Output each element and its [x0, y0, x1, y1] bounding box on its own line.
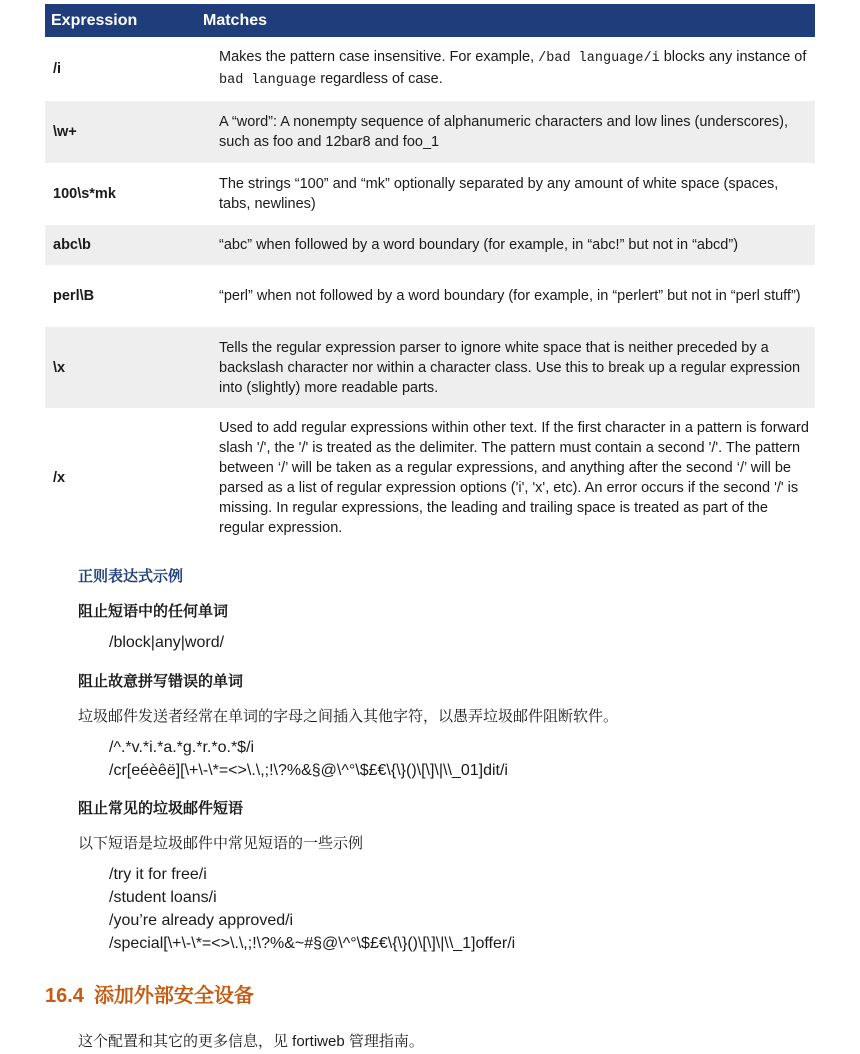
matches-cell: “abc” when followed by a word boundary (for example, in “abc!” but not in “abcd”) — [197, 225, 815, 265]
matches-cell — [197, 37, 815, 101]
desc-code: bad language — [219, 73, 317, 88]
desc-code: /bad language/i — [538, 51, 660, 66]
code-line: /try it for free/i — [109, 866, 207, 883]
regex-reference-table — [45, 4, 815, 548]
table-row — [45, 225, 815, 265]
misspelled-description: 垃圾邮件发送者经常在单词的字母之间插入其他字符，以愚弄垃圾邮件阻断软件。 — [78, 708, 619, 725]
examples-heading: 正则表达式示例 — [78, 568, 184, 585]
expression-cell: \x — [45, 327, 197, 408]
matches-cell: “perl” when not followed by a word boundary (for example, in “perlert” but not in “perl stuff”) — [197, 265, 815, 327]
table-row — [45, 408, 815, 548]
section-text: 这个配置和其它的更多信息，见 fortiweb 管理指南。 — [78, 1033, 424, 1050]
section-title: 添加外部安全设备 — [93, 985, 254, 1007]
table-row — [45, 101, 815, 163]
header-matches: Matches — [197, 4, 815, 37]
spam-phrases-description: 以下短语是垃圾邮件中常见短语的一些示例 — [78, 835, 364, 852]
section-number: 16.4 — [45, 985, 84, 1007]
expression-cell: \w+ — [45, 101, 197, 163]
table-row — [45, 37, 815, 101]
header-expression: Expression — [45, 4, 197, 37]
expression-cell: perl\B — [45, 265, 197, 327]
table-row — [45, 163, 815, 225]
code-line: /cr[eéèêë][\+\-\*=<>\.\,;!\?%&§@\^°\$£€\{\}()\[\]\|\\_01]dit/i — [109, 762, 508, 779]
table-row — [45, 327, 815, 408]
matches-cell: Tells the regular expression parser to ignore white space that is neither preceded by a backslash character nor within a character class. Use this to break up a regular expression into (slightly) more readable parts. — [197, 327, 815, 408]
code-line: /you’re already approved/i — [109, 912, 294, 929]
matches-cell: A “word”: A nonempty sequence of alphanumeric characters and low lines (underscores), such as foo and 12bar8 and foo_1 — [197, 101, 815, 163]
code-line: /special[\+\-\*=<>\.\,;!\?%&~#§@\^°\$£€\{\}()\[\]\|\\_1]offer/i — [109, 935, 516, 952]
expression-cell: /x — [45, 408, 197, 548]
code-line: /student loans/i — [109, 889, 217, 906]
code-line: /^.*v.*i.*a.*g.*r.*o.*$/i — [109, 739, 255, 756]
desc-text: Makes the pattern case insensitive. For example, — [219, 49, 539, 65]
matches-cell: Used to add regular expressions within other text. If the first character in a pattern is forward slash '/', the '/' is treated as the delimiter. The pattern must contain a second '/'. The pattern between ‘/’ will be taken as a regular expressions, and anything after the second ‘/’ will be parsed as a list of regular expression options ('i', 'x', etc). An error occurs if the second '/' is missing. In regular expressions, the leading and trailing space is treated as part of the regular expression. — [197, 408, 815, 548]
desc-text: regardless of case. — [316, 71, 443, 87]
block-spam-phrases-title: 阻止常见的垃圾邮件短语 — [78, 800, 244, 817]
section-heading — [45, 979, 254, 1008]
block-misspelled-title: 阻止故意拼写错误的单词 — [78, 673, 244, 690]
code-line: /block|any|word/ — [109, 634, 225, 651]
matches-cell: The strings “100” and “mk” optionally separated by any amount of white space (spaces, tabs, newlines) — [197, 163, 815, 225]
table-row — [45, 265, 815, 327]
block-any-word-title: 阻止短语中的任何单词 — [78, 603, 229, 620]
expression-cell: abc\b — [45, 225, 197, 265]
desc-text: blocks any instance of — [659, 49, 807, 65]
expression-cell: 100\s*mk — [45, 163, 197, 225]
expression-cell: /i — [45, 37, 197, 101]
table-header-row — [45, 4, 815, 37]
